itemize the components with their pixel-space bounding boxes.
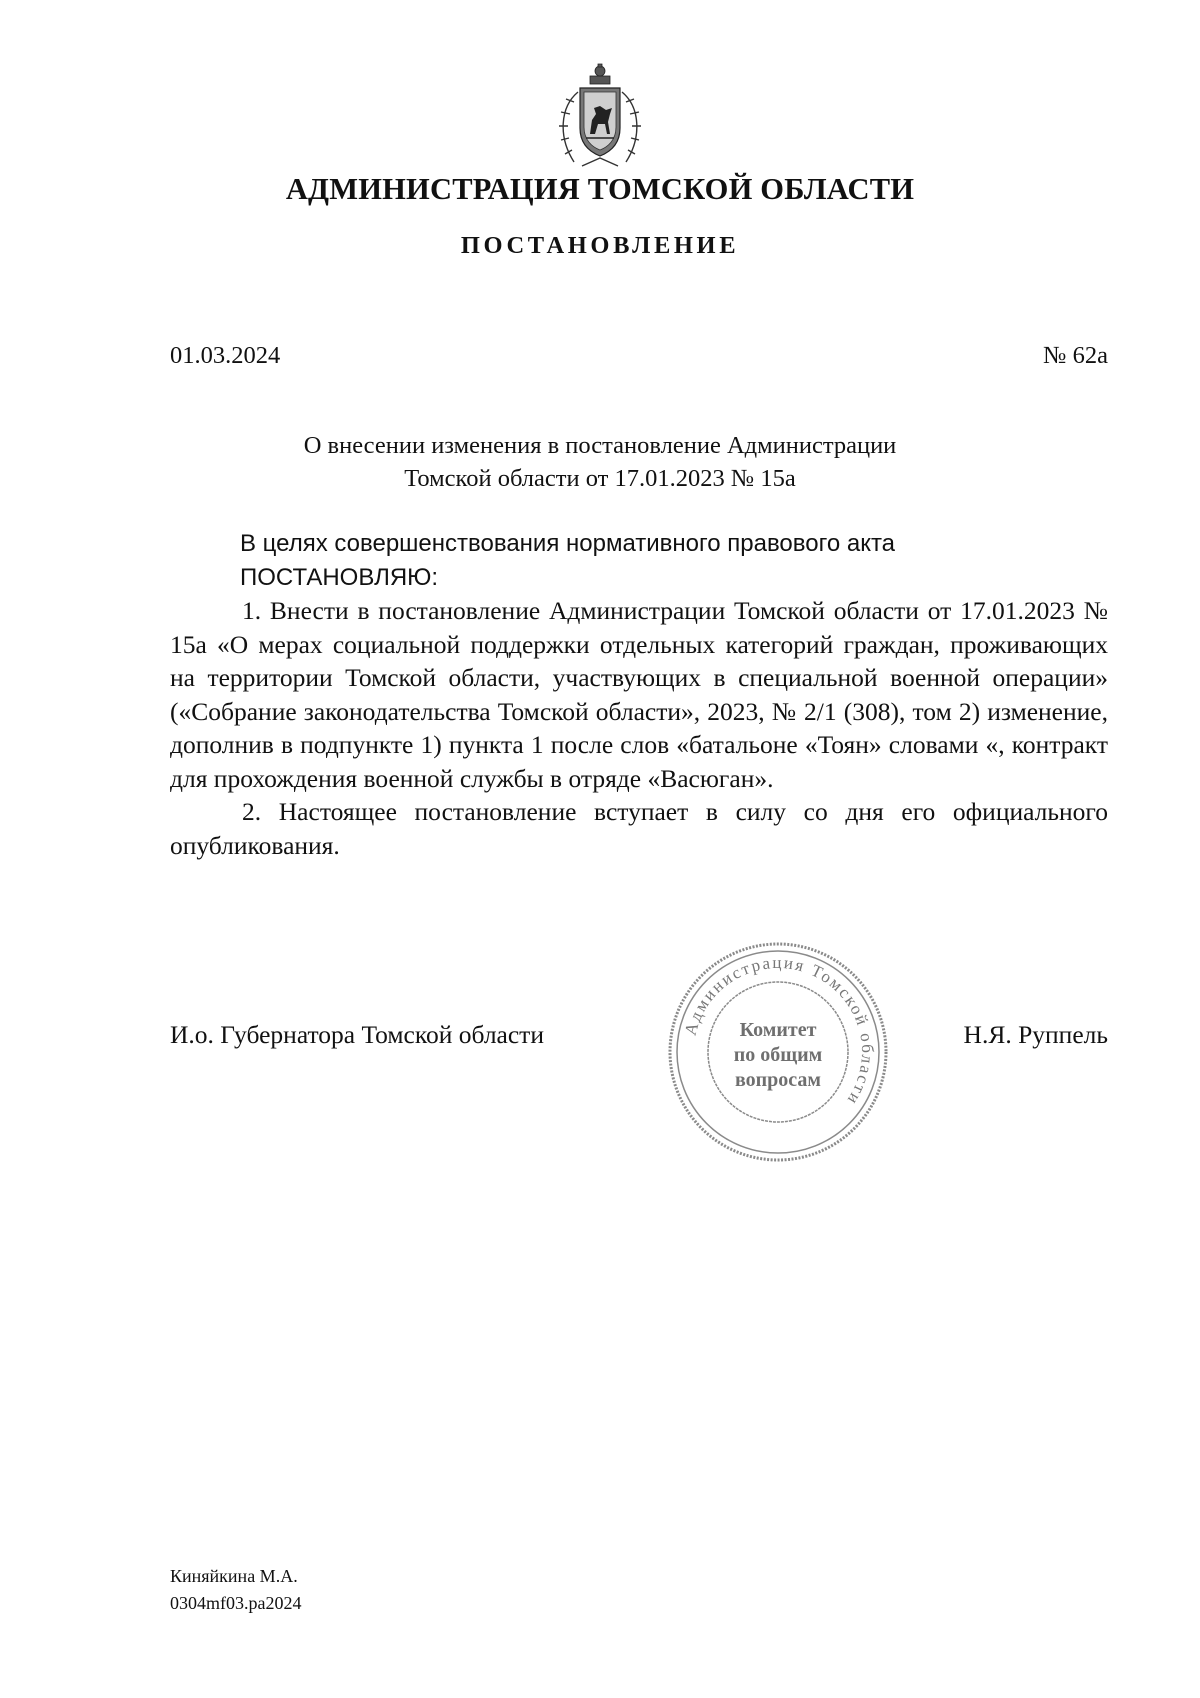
seal-center-line-3: вопросам: [734, 1069, 822, 1091]
seal-center-line-1: Комитет: [739, 1019, 817, 1041]
signatory-name: Н.Я. Руппель: [963, 1020, 1108, 1049]
paragraph-1: 1. Внести в постановление Администрации Томской области от 17.01.2023 № 15а «О мерах социальной поддержки отдельных категорий граждан, проживающих на территории Томской области, участвующих в специальной военной операции» («Собрание законодательства Томской области», 2023, № 2/1 (308), том 2) изменение, дополнив в подпункте 1) пункта 1 после слов «батальоне «Тоян» словами «, контракт для прохождения военной службы в отряде «Васюган».: [170, 596, 1108, 793]
executor-footer: [170, 1563, 301, 1617]
document-number: № 62а: [1043, 342, 1108, 369]
document-body: [170, 527, 1108, 862]
document-subject: [0, 429, 1200, 495]
seal-center-line-2: по общим: [733, 1044, 823, 1066]
resolve-word: ПОСТАНОВЛЯЮ:: [240, 563, 439, 591]
subject-line-2: Томской области от 17.01.2023 № 15а: [404, 465, 796, 492]
official-seal: [663, 937, 893, 1167]
signatory-position: И.о. Губернатора Томской области: [170, 1020, 544, 1049]
paragraph-2: 2. Настоящее постановление вступает в силу со дня его официального опубликования.: [170, 797, 1108, 860]
executor-name: Киняйкина М.А.: [170, 1566, 298, 1586]
document-date: 01.03.2024: [170, 342, 281, 369]
seal-ring-text: Администрация Томской области: [680, 952, 878, 1110]
organization-title: АДМИНИСТРАЦИЯ ТОМСКОЙ ОБЛАСТИ: [285, 172, 915, 206]
tomsk-coat-of-arms-icon: [552, 62, 648, 174]
document-type: ПОСТАНОВЛЕНИЕ: [460, 232, 740, 259]
preamble: В целях совершенствования нормативного правового акта: [240, 530, 896, 557]
subject-line-1: О внесении изменения в постановление Администрации: [303, 432, 897, 459]
file-code: 0304mf03.ра2024: [170, 1593, 302, 1613]
